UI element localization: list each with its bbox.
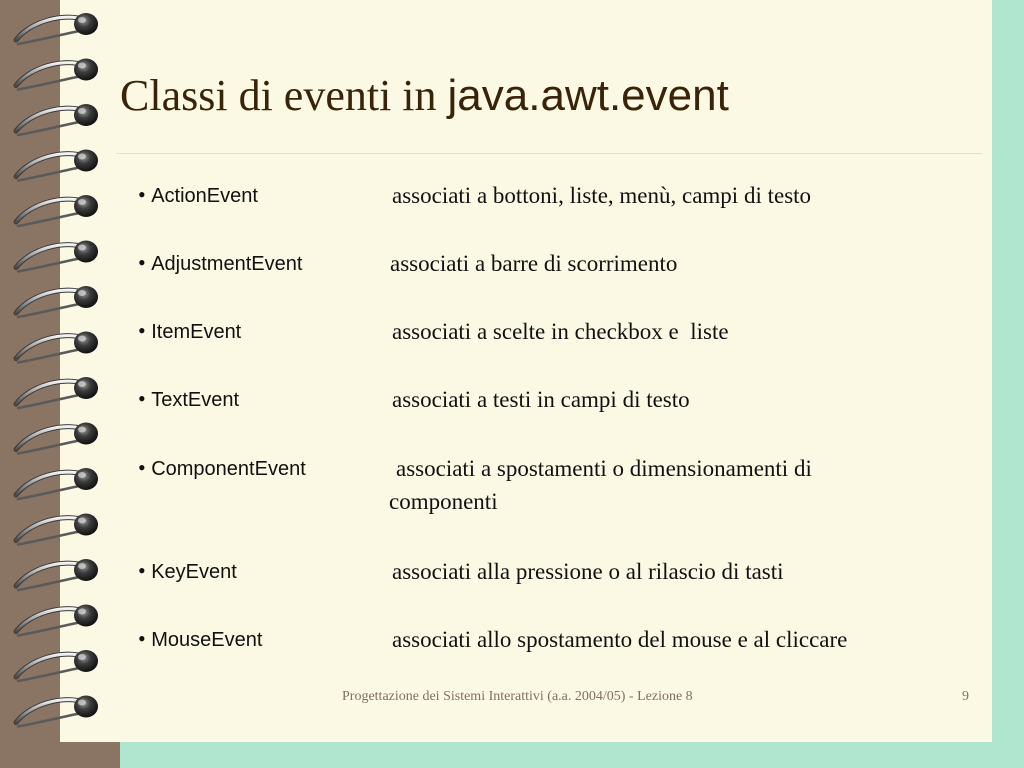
event-description: associati a testi in campi di testo [392, 387, 690, 412]
bullet: • [138, 386, 146, 411]
slide-footer: Progettazione dei Sistemi Interattivi (a.a. 2004/05) - Lezione 8 [342, 689, 693, 704]
event-description: associati a spostamenti o dimensionamenti di [396, 456, 812, 481]
event-class-name: ComponentEvent [151, 458, 306, 480]
binding-ring [16, 605, 98, 636]
binding-ring [16, 241, 98, 272]
list-item [138, 626, 262, 652]
list-item [138, 182, 258, 208]
binding-ring [16, 559, 98, 590]
list-item [138, 455, 306, 481]
title-divider [116, 153, 982, 154]
binding-ring [16, 13, 98, 44]
binding-ring [16, 423, 98, 454]
list-item [138, 386, 239, 412]
event-class-name: ActionEvent [151, 185, 258, 207]
event-description: associati alla pressione o al rilascio di tasti [392, 559, 784, 584]
bullet: • [138, 626, 146, 651]
event-description: associati a scelte in checkbox e liste [392, 319, 729, 344]
event-description: associati allo spostamento del mouse e al cliccare [392, 627, 848, 652]
event-class-name: ItemEvent [151, 321, 242, 343]
list-item [138, 558, 237, 584]
binding-ring [16, 195, 98, 226]
bullet: • [138, 455, 146, 480]
bullet: • [138, 318, 146, 343]
binding-ring [16, 150, 98, 181]
bullet: • [138, 250, 146, 275]
bullet: • [138, 558, 146, 583]
page-number: 9 [962, 689, 969, 704]
binding-ring [16, 377, 98, 408]
title-serif-part: Classi di eventi in [120, 71, 437, 120]
list-item [138, 250, 302, 276]
binding-ring [16, 59, 98, 90]
binding-ring [16, 514, 98, 545]
bullet: • [138, 182, 146, 207]
event-description: associati a barre di scorrimento [390, 251, 678, 276]
event-class-name: KeyEvent [151, 561, 237, 583]
binding-ring [16, 332, 98, 363]
list-item [138, 318, 241, 344]
binding-ring [16, 696, 98, 727]
event-class-name: MouseEvent [151, 629, 263, 651]
event-description: associati a bottoni, liste, menù, campi di testo [392, 183, 812, 208]
title-package-name: java.awt.event [447, 71, 729, 120]
binding-ring [16, 286, 98, 317]
event-class-name: AdjustmentEvent [151, 253, 303, 275]
binding-ring [16, 104, 98, 135]
event-description-continuation: componenti [389, 489, 498, 514]
spiral-binding-icon [0, 0, 110, 740]
event-class-name: TextEvent [151, 389, 240, 411]
slide-title [120, 66, 729, 126]
binding-ring [16, 468, 98, 499]
binding-ring [16, 650, 98, 681]
